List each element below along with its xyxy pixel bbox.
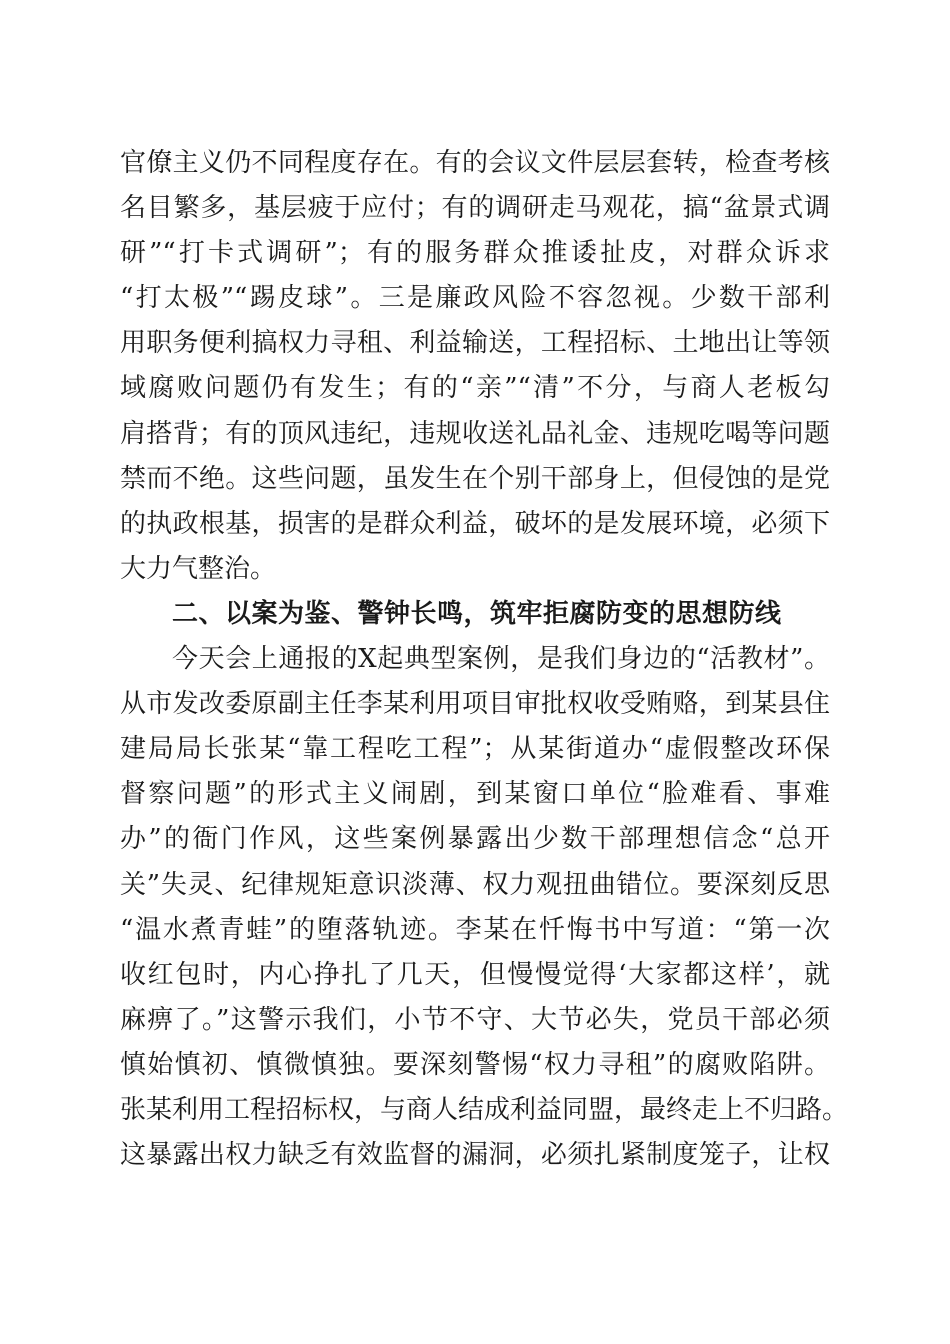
text-line: 这暴露出权力缺乏有效监督的漏洞，必须扎紧制度笼子，让权	[120, 1140, 830, 1171]
text-line: 麻痹了。”这警示我们，小节不守、大节必失，党员干部必须	[120, 1004, 830, 1035]
text-line: 建局局长张某“靠工程吃工程”；从某街道办“虚假整改环保	[120, 734, 830, 765]
text-line: 域腐败问题仍有发生；有的“亲”“清”不分，与商人老板勾	[120, 373, 830, 404]
text-line: “温水煮青蛙”的堕落轨迹。李某在忏悔书中写道：“第一次	[120, 914, 830, 945]
text-line: 用职务便利搞权力寻租、利益输送，工程招标、土地出让等领	[120, 328, 830, 359]
section-heading: 二、以案为鉴、警钟长鸣，筑牢拒腐防变的思想防线	[172, 598, 782, 629]
text-line: 督察问题”的形式主义闹剧，到某窗口单位“脸难看、事难	[120, 779, 830, 810]
document-body	[120, 141, 849, 1178]
text-line: 从市发改委原副主任李某利用项目审批权收受贿赂，到某县住	[120, 689, 830, 720]
text-line: “打太极”“踢皮球”。三是廉政风险不容忽视。少数干部利	[120, 283, 830, 314]
text-line: 研”“打卡式调研”；有的服务群众推诿扯皮，对群众诉求	[120, 238, 830, 269]
text-line: 禁而不绝。这些问题，虽发生在个别干部身上，但侵蚀的是党	[120, 463, 830, 494]
text-line: 名目繁多，基层疲于应付；有的调研走马观花，搞“盆景式调	[120, 193, 830, 224]
text-line: 收红包时，内心挣扎了几天，但慢慢觉得‘大家都这样’，就	[120, 959, 830, 990]
text-line: 官僚主义仍不同程度存在。有的会议文件层层套转，检查考核	[120, 148, 830, 178]
text-line: 关”失灵、纪律规矩意识淡薄、权力观扭曲错位。要深刻反思	[120, 869, 830, 900]
paragraph-2	[120, 637, 849, 1178]
text-line: 张某利用工程招标权，与商人结成利益同盟，最终走上不归路。	[120, 1094, 849, 1125]
text-line: 大力气整治。	[120, 553, 277, 584]
text-line: 的执政根基，损害的是群众利益，破坏的是发展环境，必须下	[120, 508, 830, 539]
text-line: 肩搭背；有的顶风违纪，违规收送礼品礼金、违规吃喝等问题	[120, 418, 830, 449]
text-line: 慎始慎初、慎微慎独。要深刻警惕“权力寻租”的腐败陷阱。	[120, 1049, 830, 1080]
text-line: 今天会上通报的X起典型案例，是我们身边的“活教材”。	[172, 644, 830, 675]
paragraph-1	[120, 141, 830, 592]
text-line: 办”的衙门作风，这些案例暴露出少数干部理想信念“总开	[120, 824, 830, 855]
